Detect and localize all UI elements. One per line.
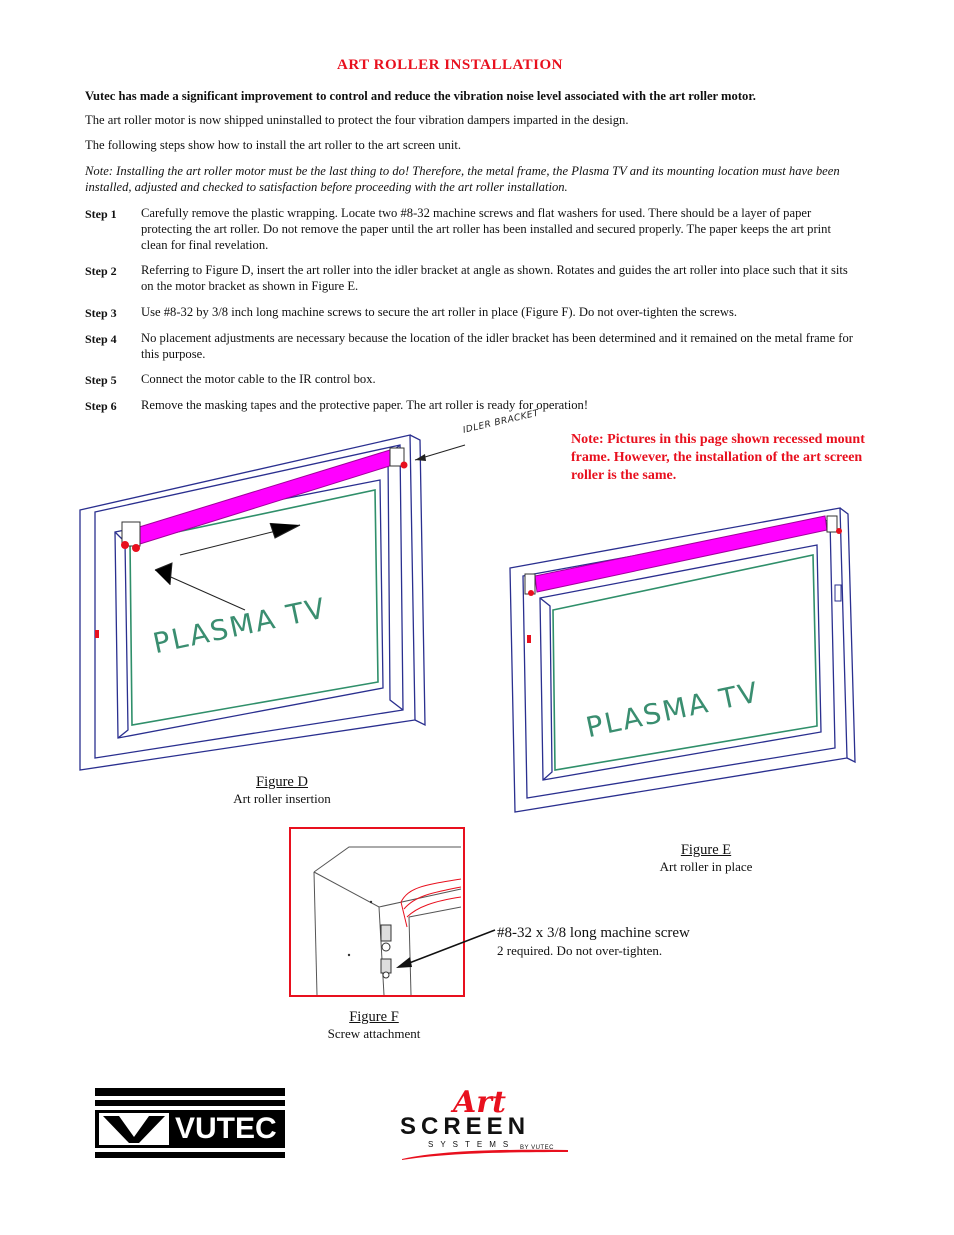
logo-bar-mid — [95, 1100, 285, 1106]
intro-bold-text: Vutec has made a significant improvement to control and reduce the vibration noise level associated with the art roller motor. — [85, 89, 756, 103]
vutec-logo — [95, 1088, 285, 1158]
figure-d-title: Figure D — [256, 774, 308, 790]
idler-bracket-label: IDLER BRACKET — [462, 408, 541, 436]
vutec-logo-text: VUTEC — [175, 1112, 277, 1145]
figure-e-caption: Art roller in place — [659, 859, 753, 874]
screen-logo-text: SCREEN — [400, 1113, 531, 1140]
step-4-text: No placement adjustments are necessary because the location of the idler bracket has been determined and it remained on the metal frame for this purpose. — [141, 331, 853, 361]
plasma-tv-label-e: PLASMA TV — [583, 675, 763, 745]
step-3-text: Use #8-32 by 3/8 inch long machine screws to secure the art roller in place (Figure F). Do not over-tighten the screws. — [141, 305, 738, 319]
step-1-text: Carefully remove the plastic wrapping. Locate two #8-32 machine screws and flat washers for used. There should be a layer of paper protecting the art roller. Do not remove the paper until the art roller has been installed and secured properly. The paper keeps the art print clean for final revelation. — [141, 206, 831, 252]
systems-logo-text: SYSTEMS — [428, 1140, 516, 1149]
art-script-text: Art — [453, 1085, 506, 1120]
figure-e-illustration — [505, 500, 865, 820]
logo-bar-bottom — [95, 1152, 285, 1158]
figure-f-caption: Screw attachment — [327, 1026, 421, 1041]
figure-e-title: Figure E — [680, 842, 732, 858]
step-5-text: Connect the motor cable to the IR control box. — [141, 372, 376, 386]
intro-text-1: The art roller motor is now shipped uninstalled to protect the four vibration dampers imparted in the design. — [85, 113, 629, 127]
step-3-label: Step 3 — [85, 306, 117, 320]
vutec-v-icon — [99, 1113, 169, 1145]
installation-note: Note: Installing the art roller motor must be the last thing to do! Therefore, the metal frame, the Plasma TV and its mounting location must have been installed, adjusted and checked to satisfaction before proceeding with the art roller installation. — [85, 164, 840, 194]
art-screen-logo — [398, 1085, 578, 1165]
step-4-label: Step 4 — [85, 332, 117, 346]
plasma-tv-label-d: PLASMA TV — [150, 591, 330, 661]
logo-bar-top — [95, 1088, 285, 1096]
page-title: ART ROLLER INSTALLATION — [336, 57, 564, 73]
step-1-label: Step 1 — [85, 207, 117, 221]
logo-body — [95, 1110, 285, 1148]
step-6-text: Remove the masking tapes and the protective paper. The art roller is ready for operation! — [141, 398, 589, 412]
screw-label: #8-32 x 3/8 long machine screw — [497, 925, 690, 941]
screw-leader-arrow — [390, 925, 500, 975]
intro-text-2: The following steps show how to install the art roller to the art screen unit. — [85, 138, 461, 152]
step-5-label: Step 5 — [85, 373, 117, 387]
step-2-text: Referring to Figure D, insert the art roller into the idler bracket at angle as shown. Rotates and guides the art roller into place such that it sits on the motor bracket as shown in Figure E. — [141, 263, 848, 293]
step-2-label: Step 2 — [85, 264, 117, 278]
by-vutec-text: BY VUTEC — [520, 1145, 554, 1151]
recessed-mount-note: Note: Pictures in this page shown recessed mount frame. However, the installation of the art screen roller is the same. — [571, 432, 865, 483]
figure-f-title: Figure F — [349, 1009, 399, 1025]
figure-d-caption: Art roller insertion — [233, 791, 331, 806]
step-6-label: Step 6 — [85, 399, 117, 413]
screw-note: 2 required. Do not over-tighten. — [497, 943, 663, 958]
